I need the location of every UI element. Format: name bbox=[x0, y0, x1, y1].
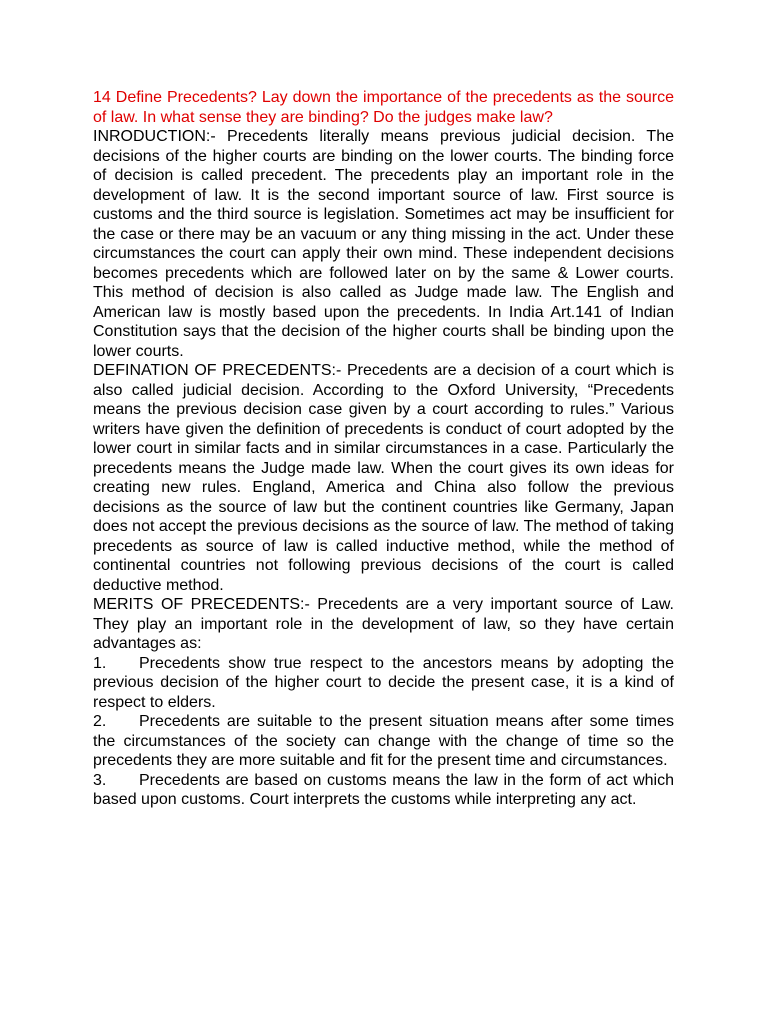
list-item bbox=[93, 712, 674, 771]
list-item-number: 3. bbox=[93, 771, 107, 789]
list-item-number: 1. bbox=[93, 654, 107, 672]
list-item bbox=[93, 771, 674, 810]
list-item-text: Precedents are based on customs means the law in the form of act which based upon customs. Court interprets the customs while interpreting any act. bbox=[93, 771, 674, 808]
definition-paragraph: DEFINATION OF PRECEDENTS:- Precedents are a decision of a court which is also called judicial decision. According to the Oxford University, “Precedents means the previous decision case given by a court according to rules.” Various writers have given the definition of precedents is conduct of court adopted by the lower court in similar facts and in similar circumstances in a case. Particularly the precedents means the Judge made law. When the court gives its own ideas for creating new rules. England, America and China also follow the previous decisions as the source of law but the continent countries like Germany, Japan does not accept the previous decisions as the source of law. The method of taking precedents as source of law is called inductive method, while the method of continental countries not following previous decisions of the court is called deductive method. bbox=[93, 362, 674, 594]
question-heading: 14 Define Precedents? Lay down the importance of the precedents as the source of law. In what sense they are binding? Do the judges make law? bbox=[93, 89, 674, 126]
list-item-number: 2. bbox=[93, 713, 107, 730]
list-item bbox=[93, 654, 674, 713]
introduction-paragraph: INRODUCTION:- Precedents literally means previous judicial decision. The decisions of the higher courts are binding on the lower courts. The binding force of decision is called precedent. The precedents play an important role in the development of law. It is the second important source of law. First source is customs and the third source is legislation. Sometimes act may be insufficient for the case or there may be an vacuum or any thing missing in the act. Under these circumstances the court can apply their own mind. These independent decisions becomes precedents which are followed later on by the same & Lower courts. This method of decision is also called as Judge made law. The English and American law is mostly based upon the precedents. In India Art.141 of Indian Constitution says that the decision of the higher courts shall be binding upon the lower courts. bbox=[93, 128, 674, 360]
list-item-text: Precedents show true respect to the ancestors means by adopting the previous decision of the higher court to decide the present case, it is a kind of respect to elders. bbox=[93, 654, 674, 711]
merits-paragraph: MERITS OF PRECEDENTS:- Precedents are a very important source of Law. They play an important role in the development of law, so they have certain advantages as: bbox=[93, 596, 674, 652]
list-item-text: Precedents are suitable to the present situation means after some times the circumstances of the society can change with the change of time so the precedents they are more suitable and fit for the present time and circumstances. bbox=[93, 713, 674, 769]
document-body bbox=[93, 88, 674, 810]
